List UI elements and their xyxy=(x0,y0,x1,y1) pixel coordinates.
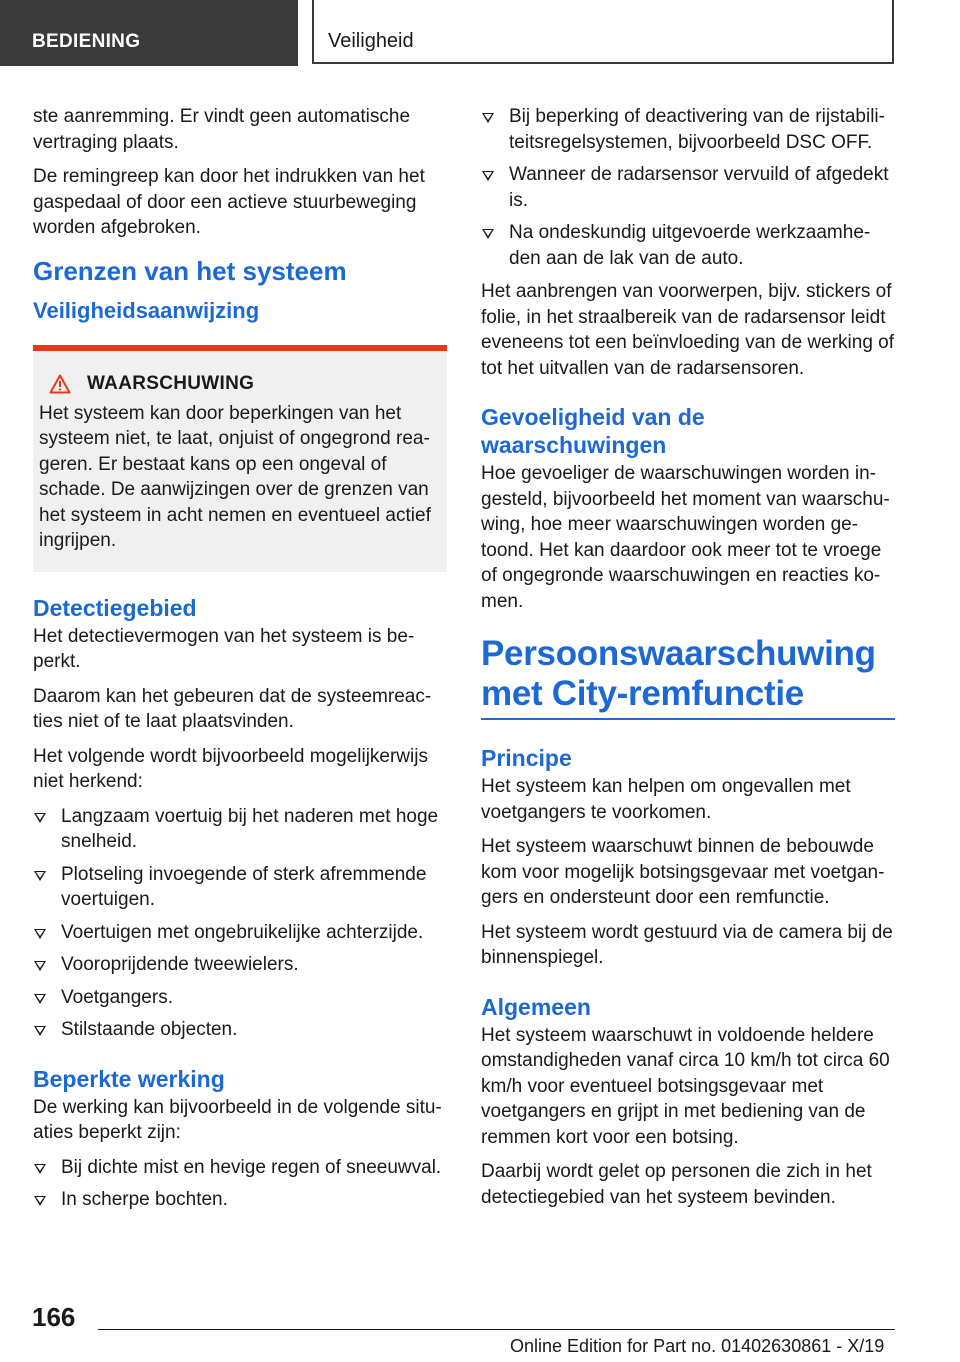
warning-header xyxy=(49,373,441,395)
triangle-bullet-icon xyxy=(34,929,46,939)
triangle-bullet-icon xyxy=(34,813,46,823)
paragraph: De werking kan bijvoorbeeld in de volgende situ- aties beperkt zijn: xyxy=(33,1096,442,1143)
page-footer xyxy=(0,1290,960,1362)
triangle-bullet-icon xyxy=(482,113,494,123)
heading-detectiegebied: Detectiegebied xyxy=(33,594,197,621)
warning-title: WAARSCHUWING xyxy=(87,372,255,394)
triangle-bullet-icon xyxy=(34,961,46,971)
paragraph: Het systeem wordt gestuurd via de camera bij de binnenspiegel. xyxy=(481,921,893,968)
list-item: Na ondeskundig uitgevoerde werkzaamhe- den aan de lak van de auto. xyxy=(481,220,895,271)
triangle-bullet-icon xyxy=(34,871,46,881)
heading-grenzen: Grenzen van het systeem xyxy=(33,255,347,286)
paragraph: Het detectievermogen van het systeem is be- perkt. xyxy=(33,625,415,672)
triangle-bullet-icon xyxy=(482,171,494,181)
list-item: Voertuigen met ongebruikelijke achterzijde. xyxy=(33,920,447,946)
paragraph: Daarbij wordt gelet op personen die zich in het detectiegebied van het systeem bevinden. xyxy=(481,1161,872,1208)
page-number: 166 xyxy=(32,1302,76,1332)
paragraph: De remingreep kan door het indrukken van het gaspedaal of door een actieve stuurbeweging worden afgebroken. xyxy=(33,166,425,238)
list-item: Bij beperking of deactivering van de rijstabili- teitsregelsystemen, bijvoorbeeld DSC OFF. xyxy=(481,104,895,155)
list-item: Stilstaande objecten. xyxy=(33,1017,447,1043)
paragraph: Het systeem waarschuwt in voldoende heldere omstandigheden vanaf circa 10 km/h tot circa 60 km/h voor eventueel botsingsgevaar met voetgangers en grijpt in met bediening van de remmen kort voor een botsing. xyxy=(481,1024,890,1148)
list-item: In scherpe bochten. xyxy=(33,1187,447,1213)
list-item: Vooroprijdende tweewielers. xyxy=(33,952,447,978)
heading-principe: Principe xyxy=(481,745,572,771)
warning-box xyxy=(33,345,447,572)
section-tab xyxy=(0,0,298,66)
heading-persoonswaarschuwing: Persoonswaarschuwing met City-remfunctie xyxy=(481,634,895,720)
detect-list xyxy=(33,804,447,1043)
triangle-bullet-icon xyxy=(482,229,494,239)
heading-veiligheidsaanwijzing: Veiligheidsaanwijzing xyxy=(33,297,260,323)
warning-triangle-icon xyxy=(49,374,71,394)
paragraph: Het systeem kan helpen om ongevallen met voetgangers te voorkomen. xyxy=(481,776,851,823)
heading-algemeen: Algemeen xyxy=(481,993,591,1020)
list-item: Langzaam voertuig bij het naderen met hoge snelheid. xyxy=(33,804,447,855)
paragraph: Daarom kan het gebeuren dat de systeemreac- ties niet of te laat plaatsvinden. xyxy=(33,685,432,732)
triangle-bullet-icon xyxy=(34,1026,46,1036)
list-item: Plotseling invoegende of sterk afremmende voertuigen. xyxy=(33,862,447,913)
sensor-list xyxy=(481,104,895,271)
heading-gevoeligheid: Gevoeligheid van de waarschuwingen xyxy=(481,404,705,458)
page-header xyxy=(0,0,960,66)
heading-beperkte-werking: Beperkte werking xyxy=(33,1065,225,1092)
chapter-label: Veiligheid xyxy=(328,30,414,52)
paragraph: Hoe gevoeliger de waarschuwingen worden in- gesteld, bijvoorbeeld het moment van waarschu- wing, hoe meer waarschuwingen worden ge- toond. Het kan daardoor ook meer tot te vroege of ongegronde waarschuwingen en reacties ko- men. xyxy=(481,463,890,612)
edition-note: Online Edition for Part no. 01402630861 - X/19 xyxy=(510,1336,885,1356)
paragraph: ste aanremming. Er vindt geen automatische vertraging plaats. xyxy=(33,106,411,153)
triangle-bullet-icon xyxy=(34,1196,46,1206)
beperkt-list xyxy=(33,1155,447,1213)
paragraph: Het systeem waarschuwt binnen de bebouwde kom voor mogelijk botsingsgevaar met voetgan- gers en ondersteunt door een remfunctie. xyxy=(481,836,885,908)
chapter-tab xyxy=(312,0,894,64)
right-column xyxy=(481,104,895,1219)
paragraph: Het volgende wordt bijvoorbeeld mogelijkerwijs niet herkend: xyxy=(33,745,428,792)
section-label: BEDIENING xyxy=(32,31,141,52)
list-item: Wanneer de radarsensor vervuild of afgedekt is. xyxy=(481,162,895,213)
warning-text: Het systeem kan door beperkingen van het systeem niet, te laat, onjuist of ongegrond rea- geren. Er bestaat kans op een ongeval of schade. De aanwijzingen over de grenzen van het systeem in acht nemen en eventueel actief ingrijpen. xyxy=(39,402,431,551)
left-column xyxy=(33,104,447,1221)
footer-divider xyxy=(98,1329,895,1330)
paragraph: Het aanbrengen van voorwerpen, bijv. stickers of folie, in het straalbereik van de radarsensor leidt eveneens tot een beïnvloeding van de werking of tot het uitvallen van de radarsensoren. xyxy=(481,281,895,379)
triangle-bullet-icon xyxy=(34,994,46,1004)
list-item: Voetgangers. xyxy=(33,985,447,1011)
list-item: Bij dichte mist en hevige regen of sneeuwval. xyxy=(33,1155,447,1181)
triangle-bullet-icon xyxy=(34,1164,46,1174)
